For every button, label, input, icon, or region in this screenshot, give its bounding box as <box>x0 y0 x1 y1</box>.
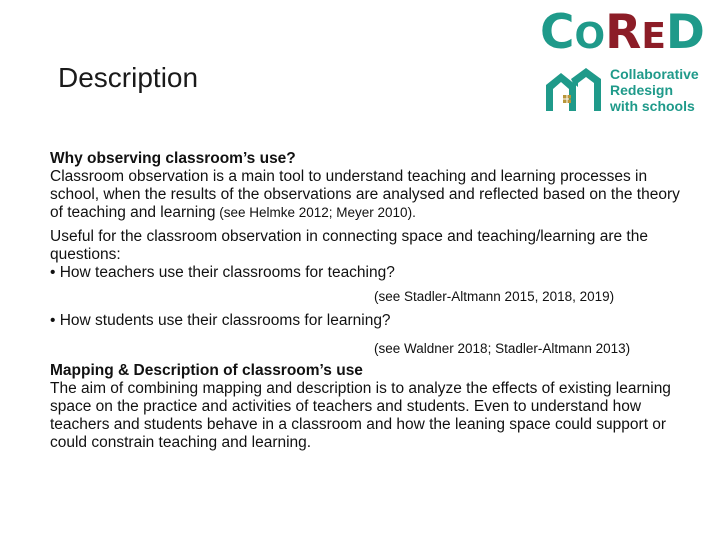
bullet-students: • How students use their classrooms for learning? <box>50 312 391 329</box>
logo-wordmark: CORED <box>540 5 705 60</box>
bullet-teachers: • How teachers use their classrooms for teaching? <box>50 264 395 281</box>
heading-why-observing: Why observing classroom’s use? <box>50 150 296 167</box>
heading-mapping: Mapping & Description of classroom’s use <box>50 362 363 379</box>
citation-waldner: (see Waldner 2018; Stadler-Altmann 2013) <box>374 341 631 356</box>
paragraph-mapping: The aim of combining mapping and description is to analyze the effects of existing learning space on the practice and activities of teachers and students. Even to understand how teachers and students behave in a classroom and how the leaning space could support or could constrain teaching and learning. <box>50 380 671 451</box>
paragraph-useful: Useful for the classroom observation in connecting space and teaching/learning are the questions: <box>50 228 648 263</box>
house-icon <box>543 65 603 113</box>
citation-helmke-meyer: (see Helmke 2012; Meyer 2010). <box>215 205 416 220</box>
cored-logo <box>540 5 712 120</box>
paragraph-observation: Classroom observation is a main tool to understand teaching and learning processes in school, when the results of the observations are analysed and reflected based on the theory of teaching and learning (see Helmke 2012; Meyer 2010). <box>50 168 680 221</box>
slide-title: Description <box>58 62 199 93</box>
slide-body <box>50 150 690 452</box>
logo-tagline: Collaborative Redesign with schools <box>610 66 699 114</box>
citation-stadler-altmann: (see Stadler-Altmann 2015, 2018, 2019) <box>374 289 615 304</box>
